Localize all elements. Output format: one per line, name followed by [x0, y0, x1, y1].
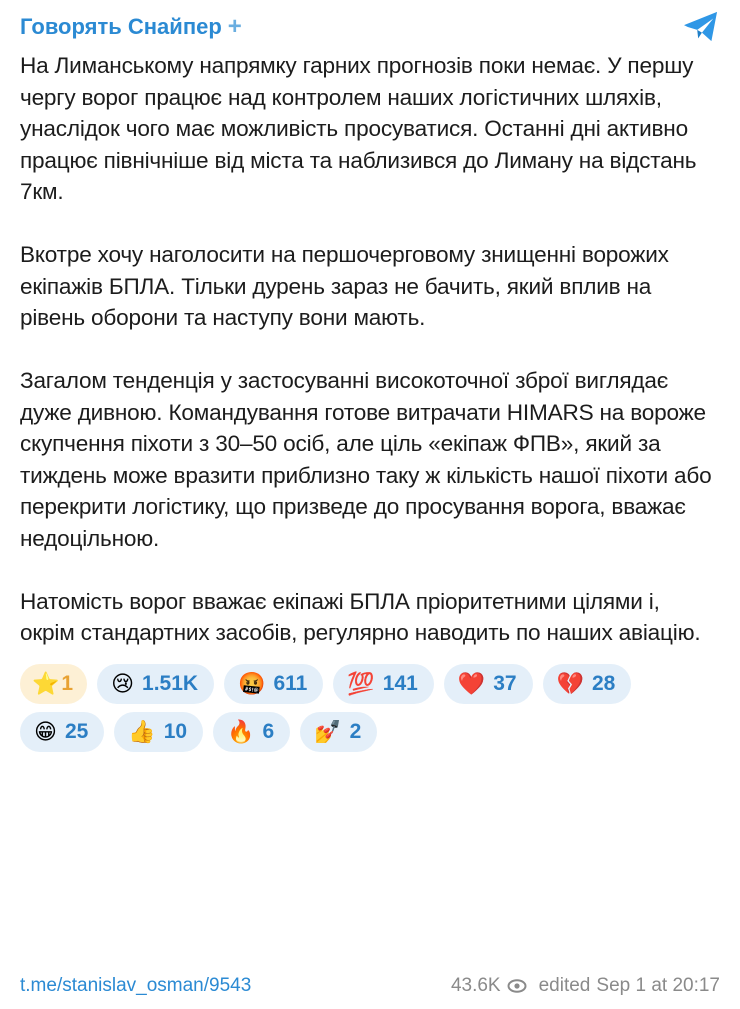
reaction-count: 37: [493, 671, 517, 695]
reaction-count: 10: [163, 719, 188, 743]
edited-label: edited: [538, 975, 591, 996]
star-icon: ⭐: [32, 670, 60, 696]
channel-name: Говорять Снайпер: [20, 14, 222, 39]
reaction-count: 1.51K: [142, 671, 199, 695]
reaction-star[interactable]: [20, 664, 87, 704]
paragraph: Вкотре хочу наголосити на першочерговому знищенні ворожих екіпажів БПЛА. Тільки дурень зараз не бачить, який вплив на рівень оборони та наступу вони мають.: [20, 242, 669, 330]
post-header: [20, 12, 720, 42]
reactions-bar: [20, 664, 720, 752]
post-link[interactable]: t.me/stanislav_osman/9543: [20, 975, 252, 996]
reaction-count: 611: [273, 671, 308, 695]
fire-icon: 🔥: [227, 718, 255, 744]
post-footer: [20, 975, 720, 997]
post-meta: [451, 975, 720, 997]
telegram-logo-icon: [682, 10, 720, 44]
plus-icon: +: [227, 13, 242, 40]
reaction-heart[interactable]: [444, 664, 533, 704]
nail-polish-icon: 💅: [314, 718, 342, 744]
eye-icon: [507, 979, 527, 993]
reaction-count: 25: [64, 719, 89, 743]
reaction-broken-heart[interactable]: [543, 664, 632, 704]
reaction-count: 2: [349, 719, 362, 743]
view-count: 43.6K: [450, 975, 501, 996]
hundred-points-icon: 💯: [347, 670, 375, 696]
cursing-face-icon: 🤬: [238, 670, 266, 696]
paragraph: На Лиманському напрямку гарних прогнозів поки немає. У першу чергу ворог працює над контролем наших логістичних шляхів, унаслідок чого має можливість просуватися. Останні дні активно працює північніше від міста та наблизився до Лиману на відстань 7км.: [20, 53, 697, 204]
reaction-nail-polish[interactable]: [300, 712, 377, 752]
reaction-count: 1: [61, 671, 74, 695]
reaction-count: 28: [592, 671, 616, 695]
reaction-count: 6: [262, 719, 275, 743]
reaction-crying[interactable]: [97, 664, 214, 704]
reaction-hundred[interactable]: [333, 664, 433, 704]
post-body: [20, 50, 720, 649]
grinning-face-icon: 😁: [34, 718, 57, 744]
thumbs-up-icon: 👍: [128, 718, 156, 744]
reaction-grinning[interactable]: [20, 712, 104, 752]
reaction-thumbs-up[interactable]: [114, 712, 203, 752]
post-timestamp: Sep 1 at 20:17: [596, 975, 720, 996]
reaction-cursing[interactable]: [224, 664, 323, 704]
channel-name-link[interactable]: [20, 14, 242, 40]
paragraph: Загалом тенденція у застосуванні високоточної зброї виглядає дуже дивною. Командування готове витрачати HIMARS на вороже скупчення піхоти з 30–50 осіб, але ціль «екіпаж ФПВ», який за тиждень може вразити приблизно таку ж кількість нашої піхоти або перекрити логістику, що призведе до просування ворога, вважає недоцільною.: [20, 368, 712, 551]
reaction-count: 141: [382, 671, 418, 695]
red-heart-icon: ❤️: [457, 670, 486, 696]
paragraph: Натомість ворог вважає екіпажі БПЛА пріоритетними цілями і, окрім стандартних засобів, регулярно наводить по наших авіацію.: [20, 588, 701, 645]
crying-face-icon: 😢: [111, 670, 135, 696]
reaction-fire[interactable]: [213, 712, 290, 752]
broken-heart-icon: 💔: [556, 670, 584, 696]
